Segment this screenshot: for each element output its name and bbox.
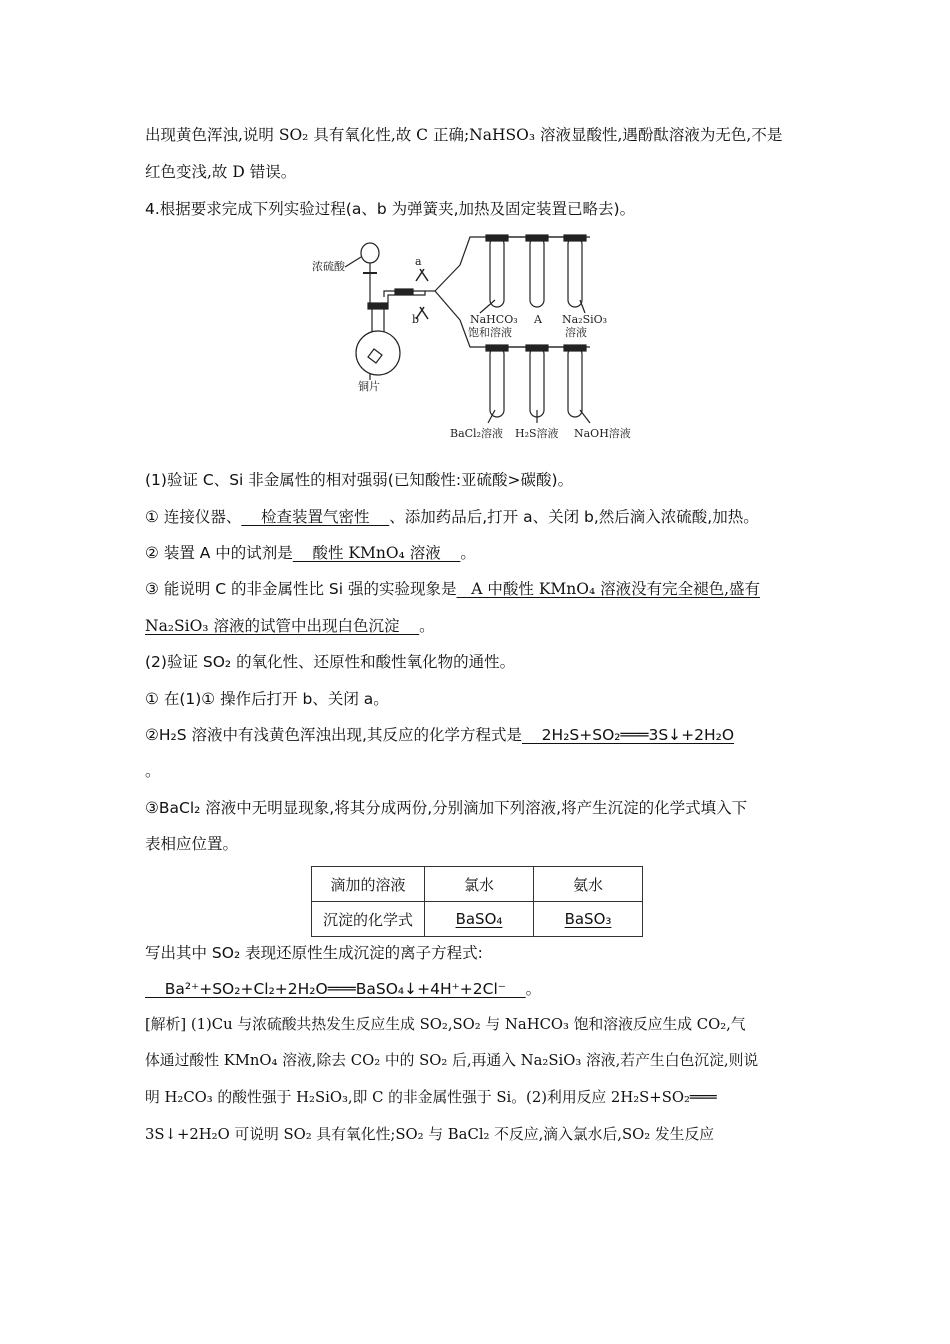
nahco3-label: NaHCO₃ xyxy=(470,313,518,326)
text-line xyxy=(145,542,476,564)
text-line: 明 H₂CO₃ 的酸性强于 H₂SiO₃,即 C 的非金属性强于 Si。(2)利用反应 2H₂S+SO₂═══ xyxy=(145,1089,717,1106)
text-line: 表相应位置。 xyxy=(145,835,239,853)
acid-label: 浓硫酸 xyxy=(312,260,345,273)
na2sio3-label-2: 溶液 xyxy=(565,326,587,339)
text-line xyxy=(145,506,759,528)
tube-a-label: A xyxy=(534,313,542,326)
text-segment: ② 装置 A 中的试剂是 xyxy=(145,544,293,562)
clip-b-label: b xyxy=(412,313,420,326)
answer-blank: Ba²⁺+SO₂+Cl₂+2H₂O═══BaSO₄↓+4H⁺+2Cl⁻ xyxy=(145,980,526,998)
na2sio3-label: Na₂SiO₃ xyxy=(562,313,608,326)
text-line: 出现黄色浑浊,说明 SO₂ 具有氧化性,故 C 正确;NaHSO₃ 溶液显酸性,遇酚酞溶液为无色,不是 xyxy=(145,126,783,144)
text-line: (2)验证 SO₂ 的氧化性、还原性和酸性氧化物的通性。 xyxy=(145,653,516,671)
answer-blank: A 中酸性 KMnO₄ 溶液没有完全褪色,盛有 xyxy=(456,580,761,598)
text-line: 写出其中 SO₂ 表现还原性生成沉淀的离子方程式: xyxy=(145,944,483,962)
answer-blank: 2H₂S+SO₂═══3S↓+2H₂O xyxy=(521,726,735,744)
text-segment: ②H₂S 溶液中有浅黄色浑浊出现,其反应的化学方程式是 xyxy=(145,726,522,744)
text-line xyxy=(145,724,734,746)
table-cell: BaSO₄ xyxy=(425,902,534,937)
apparatus-figure xyxy=(300,225,645,445)
answer-blank: 酸性 KMnO₄ 溶液 xyxy=(292,544,461,562)
table-cell: 沉淀的化学式 xyxy=(312,902,425,937)
table-header: 氯水 xyxy=(425,867,534,902)
text-segment: ① 连接仪器、 xyxy=(145,508,242,526)
question-title: 4.根据要求完成下列实验过程(a、b 为弹簧夹,加热及固定装置已略去)。 xyxy=(145,200,636,218)
text-line xyxy=(145,615,435,637)
h2s-label: H₂S溶液 xyxy=(515,427,559,440)
bacl2-label: BaCl₂溶液 xyxy=(450,427,503,440)
text-line xyxy=(145,978,541,1000)
result-table xyxy=(311,866,643,937)
text-segment: ③ 能说明 C 的非金属性比 Si 强的实验现象是 xyxy=(145,580,457,598)
table-row xyxy=(312,902,643,937)
text-segment: 。 xyxy=(419,617,435,635)
text-line: 3S↓+2H₂O 可说明 SO₂ 具有氧化性;SO₂ 与 BaCl₂ 不反应,滴入氯水后,SO₂ 发生反应 xyxy=(145,1126,715,1143)
text-segment: 。 xyxy=(525,980,542,998)
nahco3-label-2: 饱和溶液 xyxy=(468,326,512,339)
table-cell: BaSO₃ xyxy=(534,902,643,937)
text-line: 。 xyxy=(145,762,161,780)
text-line: 体通过酸性 KMnO₄ 溶液,除去 CO₂ 中的 SO₂ 后,再通入 Na₂SiO₃ 溶液,若产生白色沉淀,则说 xyxy=(145,1052,759,1069)
text-segment: 。 xyxy=(460,544,476,562)
text-line: [解析] (1)Cu 与浓硫酸共热发生反应生成 SO₂,SO₂ 与 NaHCO₃ 饱和溶液反应生成 CO₂,气 xyxy=(145,1016,746,1033)
clip-a-label: a xyxy=(415,255,422,268)
table-row xyxy=(312,867,643,902)
text-segment: 、添加药品后,打开 a、关闭 b,然后滴入浓硫酸,加热。 xyxy=(389,508,759,526)
naoh-label: NaOH溶液 xyxy=(574,427,631,440)
answer-blank: Na₂SiO₃ 溶液的试管中出现白色沉淀 xyxy=(145,617,420,635)
text-line: (1)验证 C、Si 非金属性的相对强弱(已知酸性:亚硫酸>碳酸)。 xyxy=(145,471,574,489)
answer-blank: 检查装置气密性 xyxy=(241,508,390,526)
text-line: ① 在(1)① 操作后打开 b、关闭 a。 xyxy=(145,690,389,708)
text-line: ③BaCl₂ 溶液中无明显现象,将其分成两份,分别滴加下列溶液,将产生沉淀的化学式填入下 xyxy=(145,799,748,817)
table-header: 滴加的溶液 xyxy=(312,867,425,902)
text-line xyxy=(145,578,760,600)
copper-label: 铜片 xyxy=(358,380,380,393)
table-header: 氨水 xyxy=(534,867,643,902)
text-line: 红色变浅,故 D 错误。 xyxy=(145,163,297,181)
